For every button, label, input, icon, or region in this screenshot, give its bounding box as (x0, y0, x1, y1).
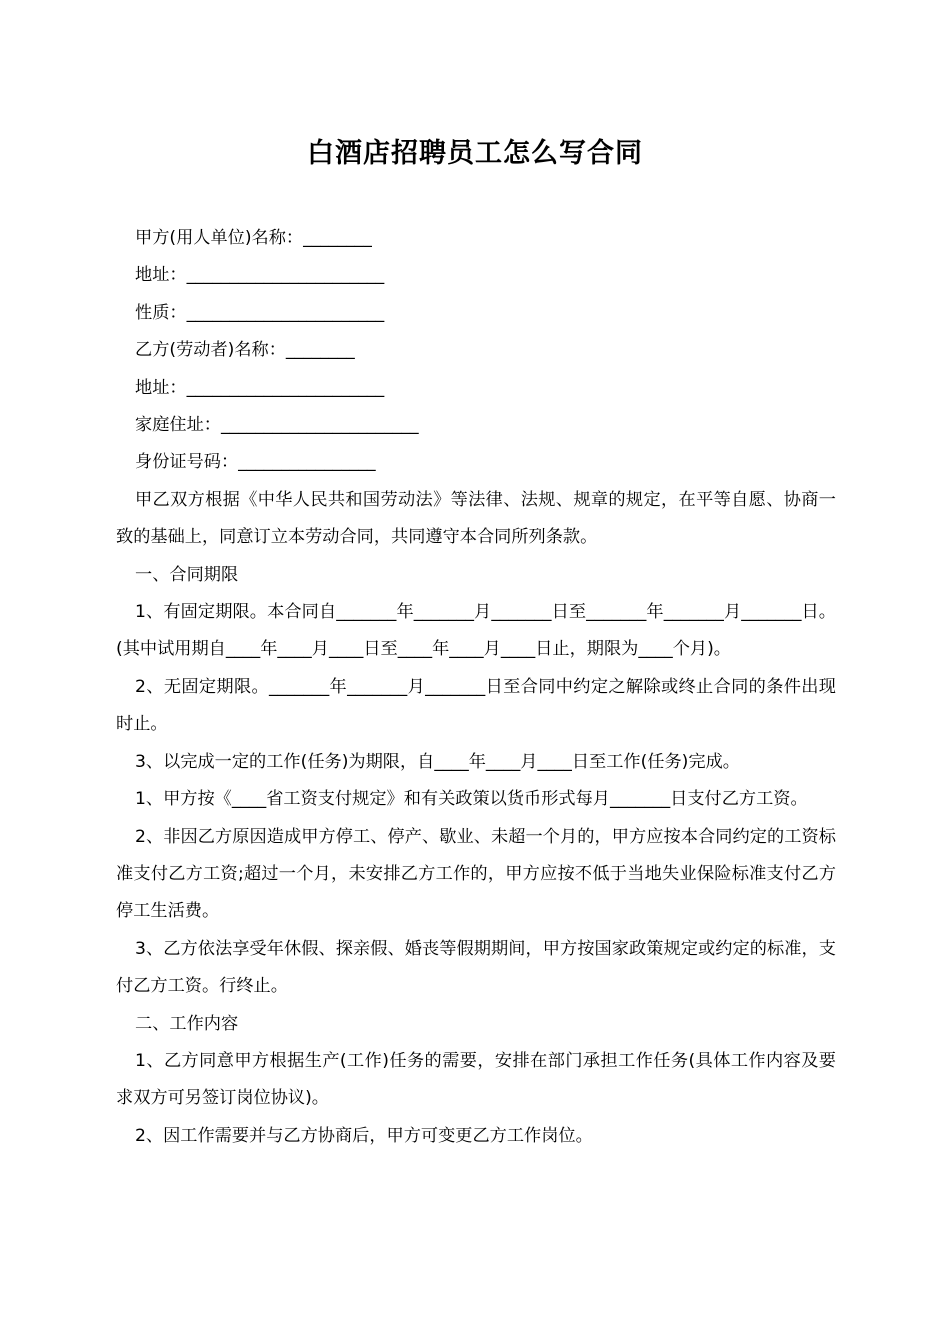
field-party-b-name: 乙方(劳动者)名称：________ (135, 340, 355, 361)
paragraph-work-stoppage: 2、非因乙方原因造成甲方停工、停产、歇业、未超一个月的，甲方应按本合同约定的工资标准支付乙方工资;超过一个月，未安排乙方工作的，甲方应按不低于当地失业保险标准支付乙方停工生活费。 (116, 826, 836, 922)
document-title: 白酒店招聘员工怎么写合同 (307, 138, 643, 169)
field-party-a-name: 甲方(用人单位)名称：________ (135, 228, 372, 248)
field-party-b-home-address: 家庭住址：_______________________ (135, 415, 419, 436)
field-party-a-address: 地址：_______________________ (135, 265, 385, 286)
paragraph-preamble: 甲乙双方根据《中华人民共和国劳动法》等法律、法规、规章的规定，在平等自愿、协商一致的基础上，同意订立本劳动合同，共同遵守本合同所列条款。 (116, 489, 836, 548)
paragraph-task-based-term: 3、以完成一定的工作(任务)为期限，自____年____月____日至工作(任务)完成。 (135, 751, 740, 772)
field-party-b-address: 地址：_______________________ (135, 377, 385, 398)
field-party-a-nature: 性质：_______________________ (135, 302, 385, 323)
paragraph-position-change: 2、因工作需要并与乙方协商后，甲方可变更乙方工作岗位。 (135, 1125, 593, 1146)
section-heading-work-content: 二、工作内容 (135, 1013, 239, 1034)
paragraph-job-assignment: 1、乙方同意甲方根据生产(工作)任务的需要，安排在部门承担工作任务(具体工作内容及要求双方可另签订岗位协议)。 (116, 1050, 836, 1109)
paragraph-open-ended-term: 2、无固定期限。_______年_______月_______日至合同中约定之解除或终止合同的条件出现时止。 (116, 676, 836, 735)
paragraph-leave-wages: 3、乙方依法享受年休假、探亲假、婚丧等假期期间，甲方按国家政策规定或约定的标准，支付乙方工资。行终止。 (116, 938, 836, 997)
field-party-b-id-number: 身份证号码：________________ (135, 452, 376, 473)
paragraph-wage-payment: 1、甲方按《____省工资支付规定》和有关政策以货币形式每月_______日支付乙方工资。 (135, 789, 808, 810)
paragraph-fixed-term: 1、有固定期限。本合同自_______年_______月_______日至_______年_______月_______日。(其中试用期自____年____月____日至____年____月____日止，期限为____个月)。 (116, 602, 836, 660)
document-body (116, 220, 836, 1155)
section-heading-contract-term: 一、合同期限 (135, 564, 239, 585)
